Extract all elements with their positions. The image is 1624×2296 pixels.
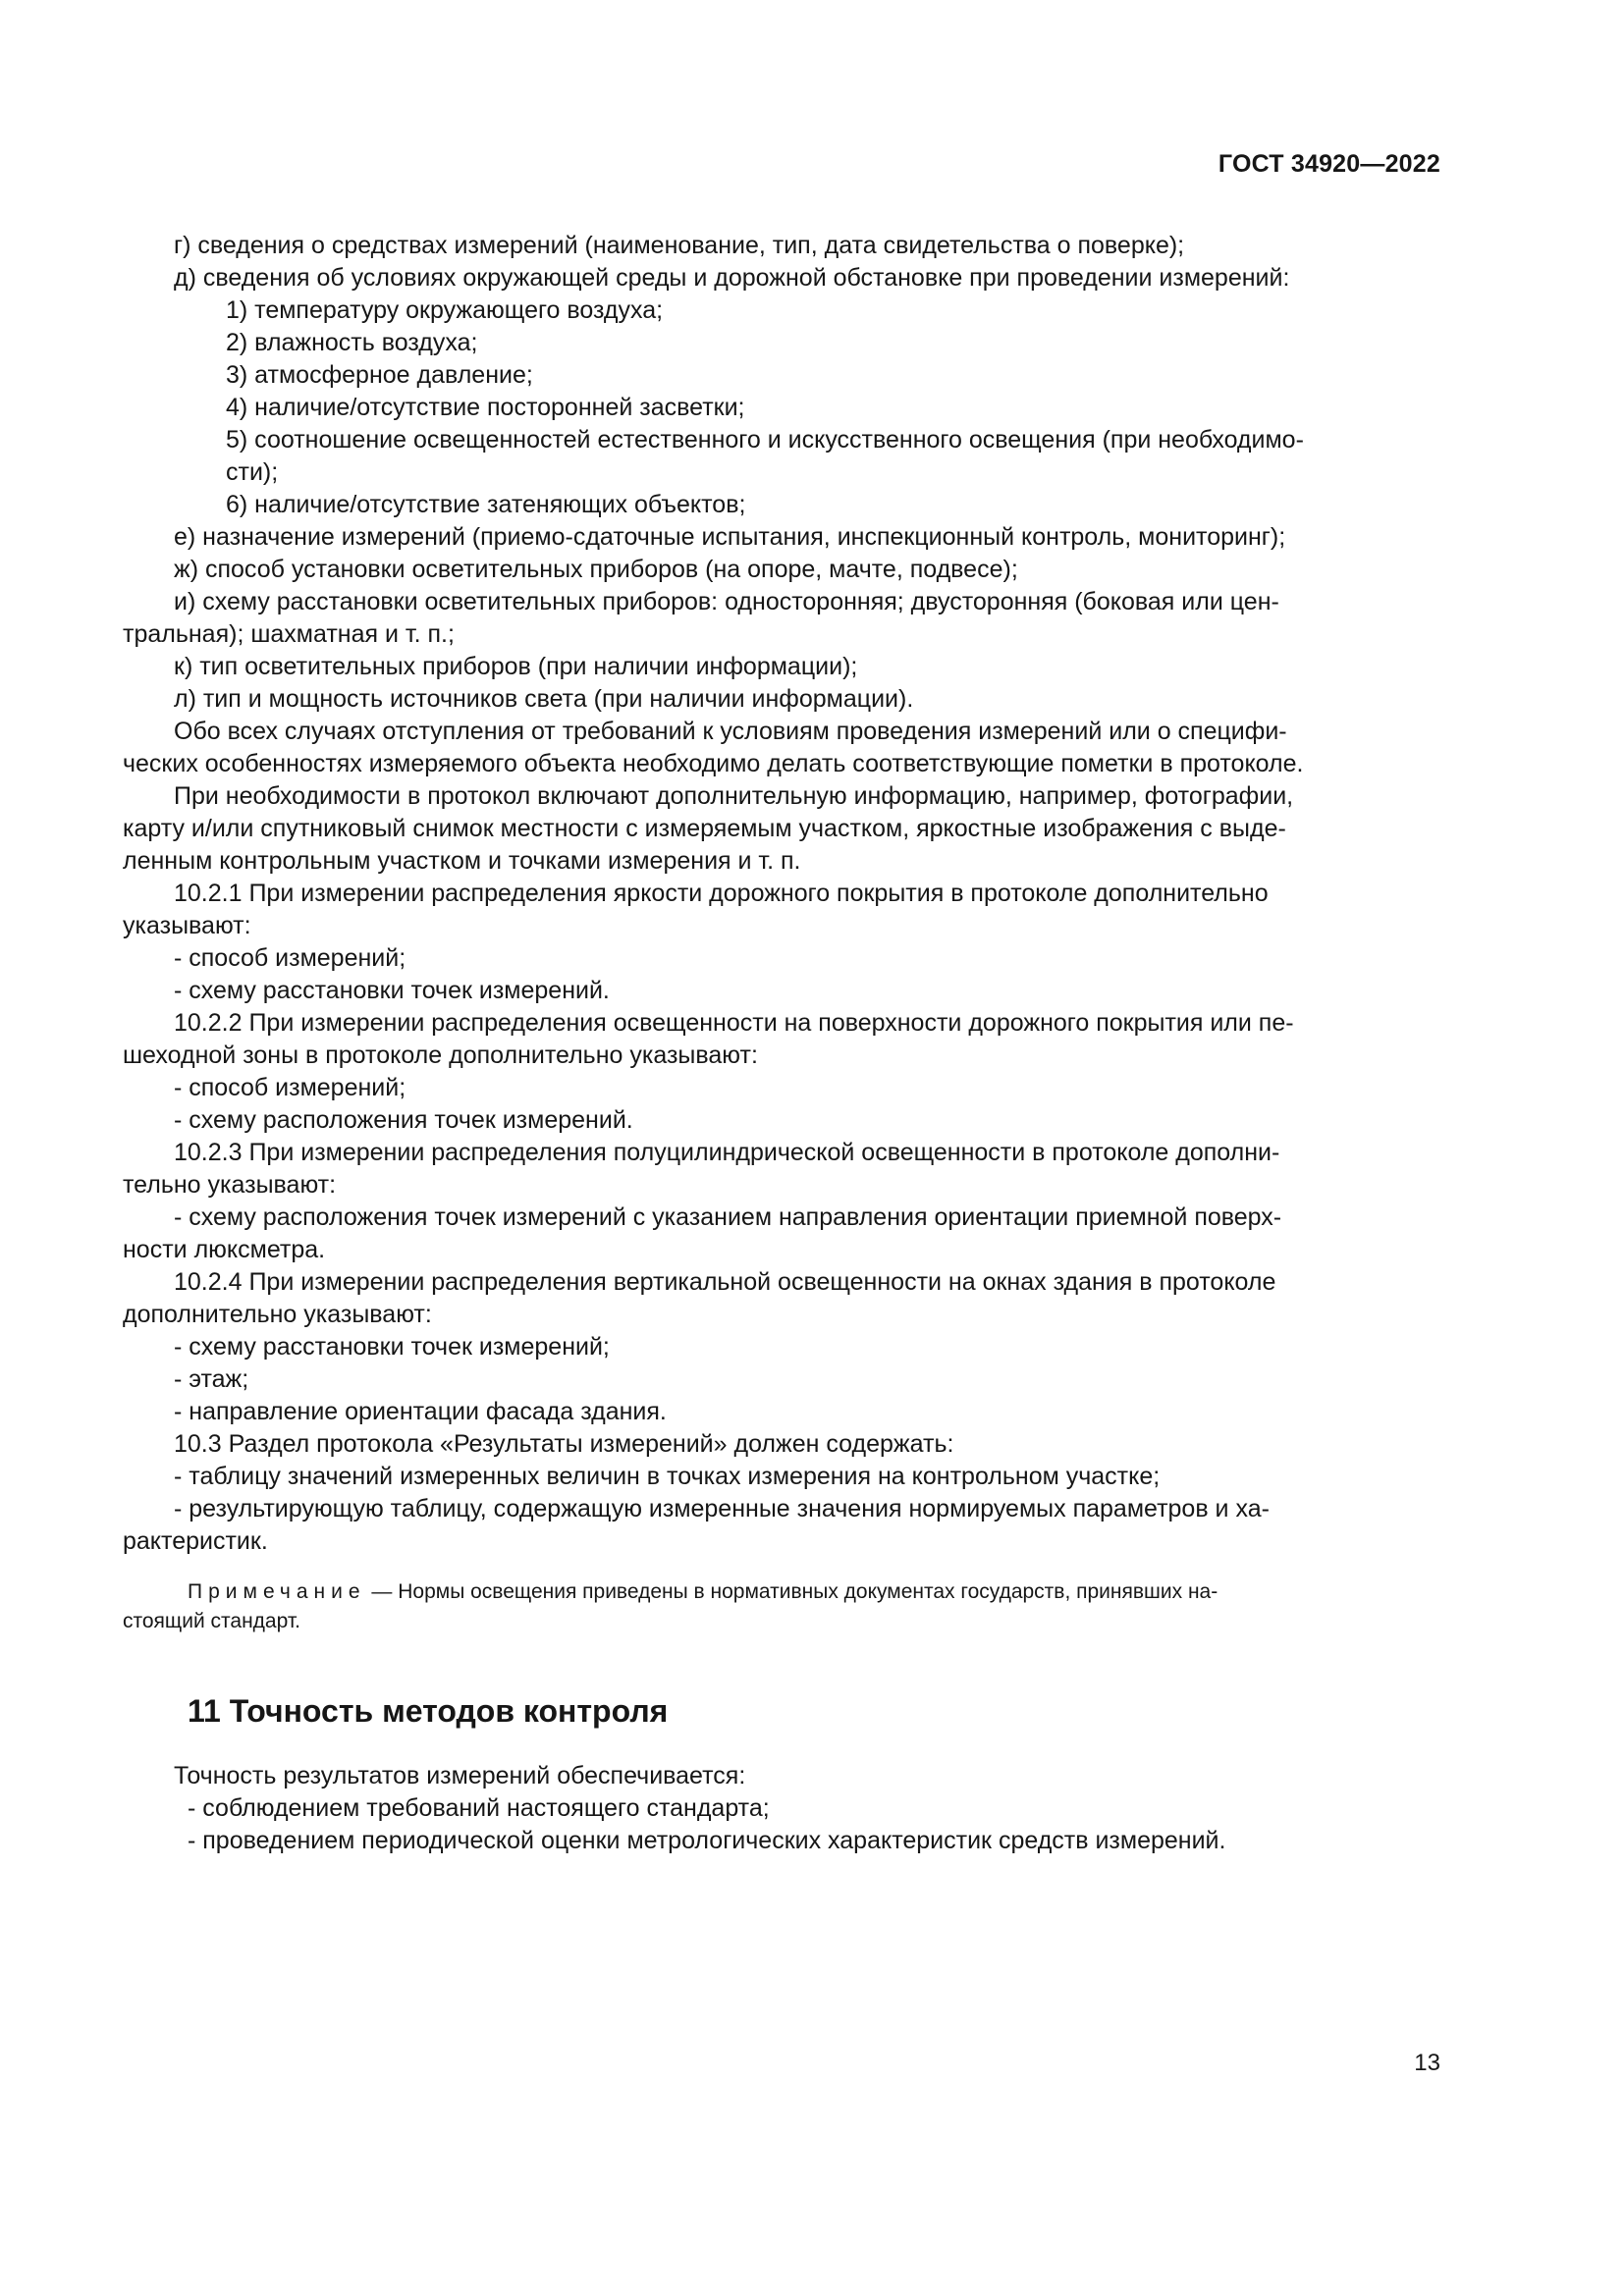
list-item: и) схему расстановки осветительных приборов: односторонняя; двусторонняя (боковая или цен- [174, 588, 1279, 615]
list-item: д) сведения об условиях окружающей среды и дорожной обстановке при проведении измерений: [174, 264, 1290, 292]
clause-10-2-1: 10.2.1 При измерении распределения яркости дорожного покрытия в протоколе дополнительно [174, 880, 1269, 907]
list-item: ж) способ установки осветительных приборов (на опоре, мачте, подвесе); [174, 556, 1018, 583]
dash-item: - этаж; [174, 1365, 249, 1393]
dash-item-continuation: ности люксметра. [123, 1236, 326, 1263]
sub-list-item: 3) атмосферное давление; [226, 361, 533, 389]
page-content [123, 230, 1440, 1857]
dash-item: - схему расположения точек измерений. [174, 1106, 633, 1134]
dash-item: - соблюдением требований настоящего стандарта; [188, 1794, 770, 1822]
dash-item: - результирующую таблицу, содержащую измеренные значения нормируемых параметров и ха- [174, 1495, 1270, 1522]
sub-list-item: 5) соотношение освещенностей естественного и искусственного освещения (при необходимо- [226, 426, 1304, 454]
paragraph: Обо всех случаях отступления от требований к условиям проведения измерений или о специфи- [174, 718, 1287, 745]
clause-continuation: шеходной зоны в протоколе дополнительно указывают: [123, 1041, 758, 1069]
list-item: к) тип осветительных приборов (при наличии информации); [174, 653, 858, 680]
dash-item: - проведением периодической оценки метрологических характеристик средств измерений. [188, 1827, 1226, 1854]
sub-list-item: 2) влажность воздуха; [226, 329, 478, 356]
dash-item: - таблицу значений измеренных величин в точках измерения на контрольном участке; [174, 1463, 1161, 1490]
page-number: 13 [1414, 2050, 1440, 2076]
clause-10-2-3: 10.2.3 При измерении распределения полуцилиндрической освещенности в протоколе дополни- [174, 1139, 1280, 1166]
paragraph-continuation: ческих особенностях измеряемого объекта необходимо делать соответствующие пометки в протоколе. [123, 750, 1304, 777]
paragraph: Точность результатов измерений обеспечивается: [174, 1762, 746, 1789]
section-heading: 11 Точность методов контроля [188, 1693, 669, 1729]
paragraph-continuation: ленным контрольным участком и точками измерения и т. п. [123, 847, 801, 875]
dash-item: - схему расположения точек измерений с указанием направления ориентации приемной поверх- [174, 1203, 1282, 1231]
list-item: г) сведения о средствах измерений (наименование, тип, дата свидетельства о поверке); [174, 232, 1185, 259]
sub-list-item: 4) наличие/отсутствие посторонней засветки; [226, 394, 745, 421]
list-item: е) назначение измерений (приемо-сдаточные испытания, инспекционный контроль, мониторинг); [174, 523, 1286, 551]
clause-10-2-2: 10.2.2 При измерении распределения освещенности на поверхности дорожного покрытия или пе- [174, 1009, 1294, 1037]
sub-list-item: 1) температуру окружающего воздуха; [226, 296, 664, 324]
list-item-continuation: тральная); шахматная и т. п.; [123, 620, 455, 648]
sub-list-item: 6) наличие/отсутствие затеняющих объектов; [226, 491, 746, 518]
note-text: — Нормы освещения приведены в нормативных документах государств, принявших на- [365, 1580, 1218, 1603]
note [123, 1577, 1440, 1607]
note-label: Примечание [188, 1580, 366, 1603]
clause-10-2-4: 10.2.4 При измерении распределения вертикальной освещенности на окнах здания в протоколе [174, 1268, 1276, 1296]
dash-item: - способ измерений; [174, 944, 406, 972]
clause-continuation: дополнительно указывают: [123, 1301, 432, 1328]
dash-item: - схему расстановки точек измерений. [174, 977, 610, 1004]
clause-10-3: 10.3 Раздел протокола «Результаты измерений» должен содержать: [174, 1430, 954, 1458]
document-id: ГОСТ 34920—2022 [1218, 150, 1440, 178]
list-item: л) тип и мощность источников света (при наличии информации). [174, 685, 914, 713]
dash-item: - способ измерений; [174, 1074, 406, 1101]
note-continuation: стоящий стандарт. [123, 1610, 300, 1632]
clause-continuation: тельно указывают: [123, 1171, 337, 1199]
paragraph-continuation: карту и/или спутниковый снимок местности с измеряемым участком, яркостные изображения с выде- [123, 815, 1286, 842]
sub-list-item-continuation: сти); [226, 458, 279, 486]
clause-continuation: указывают: [123, 912, 251, 939]
dash-item: - направление ориентации фасада здания. [174, 1398, 667, 1425]
dash-item-continuation: рактеристик. [123, 1527, 268, 1555]
paragraph: При необходимости в протокол включают дополнительную информацию, например, фотографии, [174, 782, 1294, 810]
dash-item: - схему расстановки точек измерений; [174, 1333, 610, 1361]
